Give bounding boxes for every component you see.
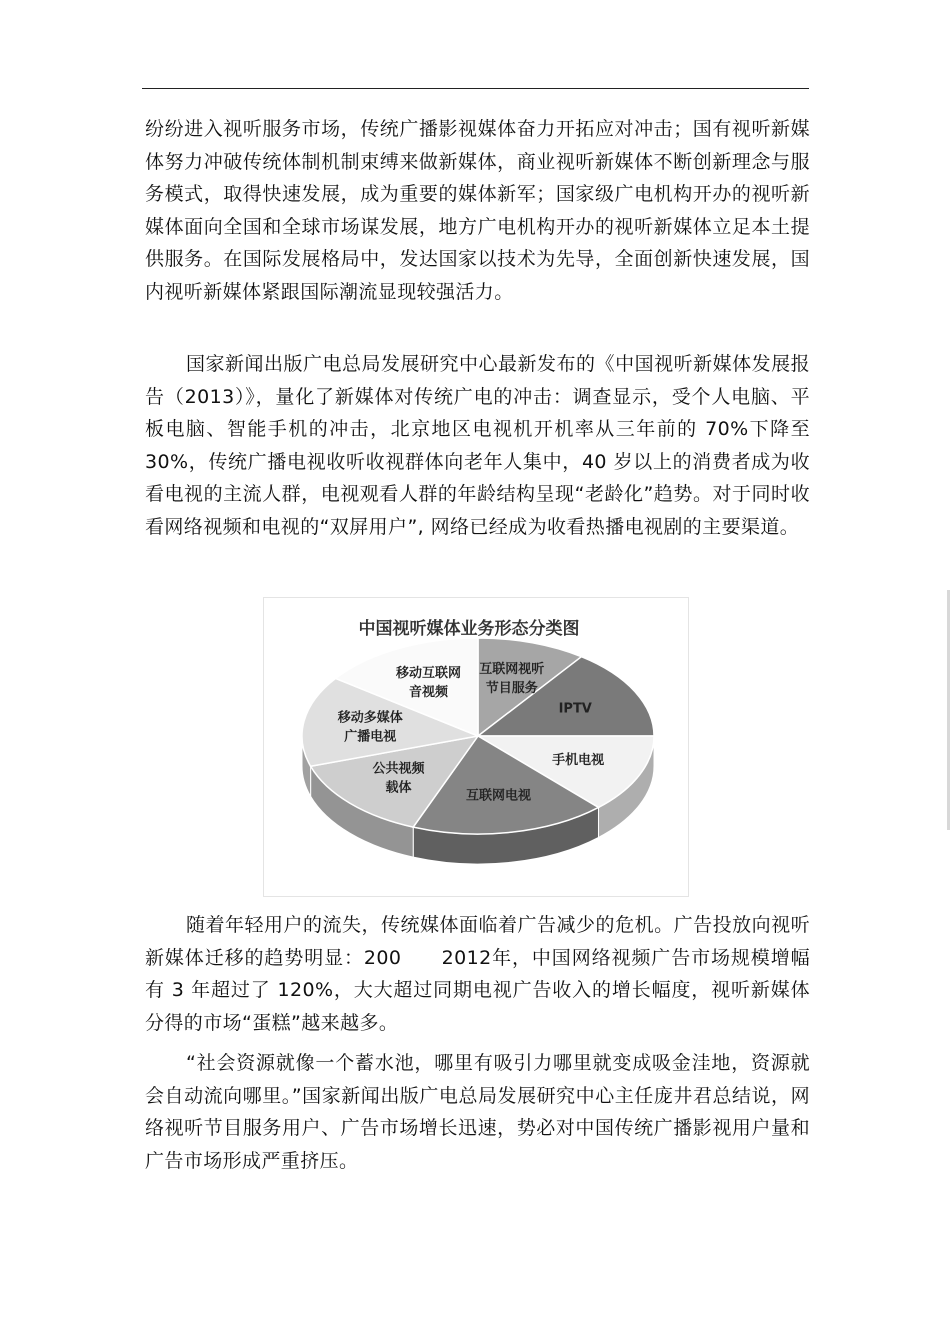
header-rule	[142, 88, 809, 89]
pie-chart-figure	[263, 597, 689, 897]
paragraph-1: 纷纷进入视听服务市场，传统广播影视媒体奋力开拓应对冲击；国有视听新媒体努力冲破传统体制机制束缚来做新媒体，商业视听新媒体不断创新理念与服务模式，取得快速发展，成为重要的媒体新军；国家级广电机构开办的视听新媒体面向全国和全球市场谋发展，地方广电机构开办的视听新媒体立足本土提供服务。在国际发展格局中，发达国家以技术为先导，全面创新快速发展，国内视听新媒体紧跟国际潮流显现较强活力。	[145, 118, 810, 303]
pie-label-1	[559, 701, 592, 716]
pie-label-line: 广播电视	[344, 729, 397, 745]
pie-label-line: 互联网视听	[479, 662, 545, 678]
paragraph-3: 随着年轻用户的流失，传统媒体面临着广告减少的危机。广告投放向视听新媒体迁移的趋势明显：200 2012年，中国网络视频广告市场规模增幅有 3 年超过了 120%，大大超过同期电视广告收入的增长幅度，视听新媒体分得的市场“蛋糕”越来越多。	[145, 914, 810, 1034]
pie-label-line: 公共视频	[372, 761, 425, 777]
pie-label-3	[466, 788, 531, 804]
pie-label-line: 节目服务	[485, 681, 538, 697]
paragraph-4: “社会资源就像一个蓄水池，哪里有吸引力哪里就变成吸金洼地，资源就会自动流向哪里。”国家新闻出版广电总局发展研究中心主任庞井君总结说，网络视听节目服务用户、广告市场增长迅速，势必对中国传统广播影视用户量和广告市场形成严重挤压。	[145, 1052, 810, 1172]
pie-label-line: IPTV	[558, 701, 592, 717]
pie-label-line: 手机电视	[552, 753, 605, 769]
pie-label-line: 移动多媒体	[337, 710, 403, 726]
chart-title: 中国视听媒体业务形态分类图	[358, 619, 580, 639]
paragraph-2: 国家新闻出版广电总局发展研究中心最新发布的《中国视听新媒体发展报告（2013）》，量化了新媒体对传统广电的冲击：调查显示，受个人电脑、平板电脑、智能手机的冲击，北京地区电视机开机率从三年前的 70%下降至 30%，传统广播电视收听收视群体向老年人集中，40 岁以上的消费者成为收看电视的主流人群，电视观看人群的年龄结构呈现“老龄化”趋势。对于同时收看网络视频和电视的“双屏用户”, 网络已经成为收看热播电视剧的主要渠道。	[145, 353, 810, 538]
pie-label-line: 载体	[385, 780, 412, 796]
pie-label-line: 互联网电视	[465, 788, 531, 804]
pie-chart	[264, 598, 688, 896]
pie-label-2	[552, 752, 604, 768]
pie-label-line: 移动互联网	[395, 665, 461, 681]
pie-label-line: 音视频	[408, 684, 448, 700]
